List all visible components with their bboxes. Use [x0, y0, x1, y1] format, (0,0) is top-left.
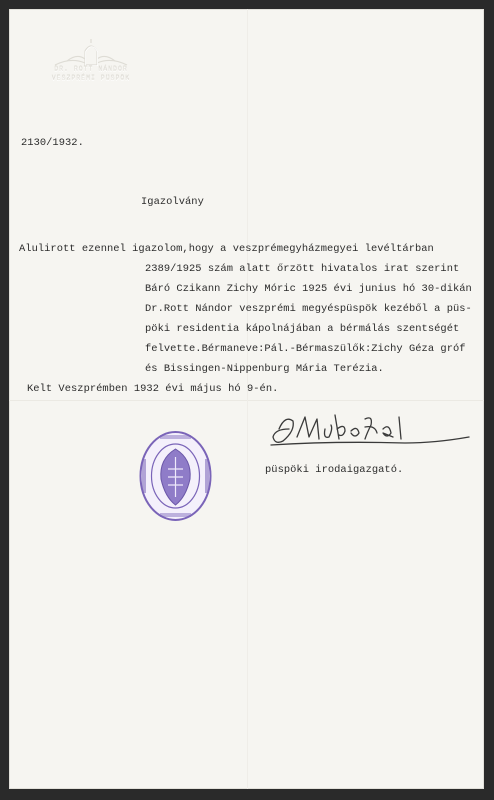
document-heading: Igazolvány — [141, 196, 204, 208]
embossed-letterhead — [27, 39, 155, 97]
letterhead-line-2: VESZPRÉMI PÜSPÖK — [51, 75, 131, 82]
episcopal-seal-stamp — [138, 429, 213, 523]
document-paper — [9, 9, 484, 789]
handwritten-signature — [265, 407, 475, 455]
body-line: pöki residentia kápolnájában a bérmálás szentségét — [145, 323, 460, 335]
body-line: Dr.Rott Nándor veszprémi megyéspüspök kezéből a püs- — [145, 303, 472, 315]
signatory-role: püspöki irodaigazgató. — [265, 464, 404, 476]
date-line: Kelt Veszprémben 1932 évi május hó 9-én. — [27, 383, 279, 395]
body-line: 2389/1925 szám alatt őrzött hivatalos irat szerint — [145, 263, 460, 275]
fold-line-vertical — [247, 9, 248, 789]
reference-number: 2130/1932. — [21, 137, 84, 149]
body-line-first: Alulirott ezennel igazolom,hogy a veszprémegyházmegyei levéltárban — [19, 243, 434, 255]
letterhead-line-1: DR. ROTT NÁNDOR — [54, 66, 128, 73]
body-line: Báró Czikann Zichy Móric 1925 évi junius hó 30-dikán — [145, 283, 472, 295]
body-line: felvette.Bérmaneve:Pál.-Bérmaszülők:Zichy Géza gróf — [145, 343, 466, 355]
body-line: és Bissingen-Nippenburg Mária Terézia. — [145, 363, 384, 375]
